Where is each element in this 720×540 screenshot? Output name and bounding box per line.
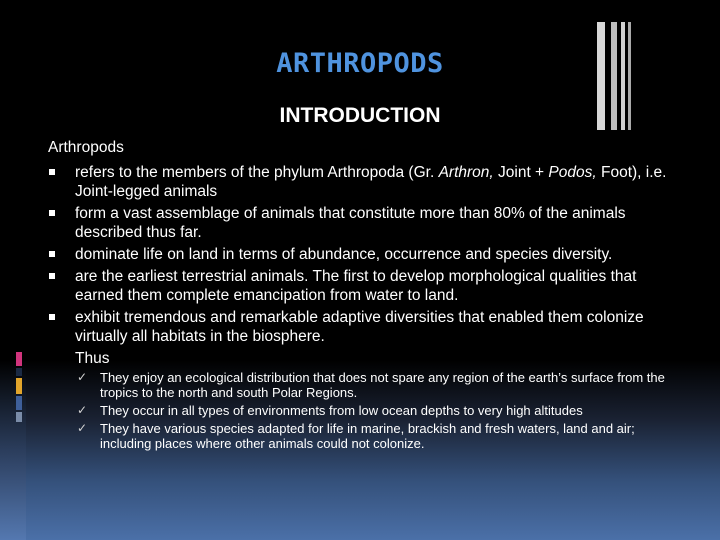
sub-bullet-item bbox=[75, 421, 684, 451]
sub-bullet-item bbox=[75, 370, 684, 400]
decorative-bar bbox=[16, 352, 22, 366]
bullet-item bbox=[48, 267, 684, 305]
decorative-bar bbox=[16, 378, 22, 394]
sub-bullet-text: They have various species adapted for life in marine, brackish and fresh waters, land and air; including places where other animals could not colonize. bbox=[100, 421, 635, 451]
bullet-item bbox=[48, 245, 684, 264]
slide-subtitle: INTRODUCTION bbox=[279, 104, 441, 127]
bullet-text: are the earliest terrestrial animals. The first to develop morphological qualities that earned them complete emancipation from water to land. bbox=[75, 268, 637, 304]
decorative-bar bbox=[16, 412, 22, 422]
slide-title: ARTHROPODS bbox=[276, 48, 444, 79]
square-bullet-icon bbox=[49, 251, 55, 257]
square-bullet-icon bbox=[49, 314, 55, 320]
bullet-text: refers to the members of the phylum Arthropoda (Gr. Arthron, Joint + Podos, Foot), i.e. Joint-legged animals bbox=[75, 164, 667, 200]
square-bullet-icon bbox=[49, 210, 55, 216]
checkmark-icon: ✓ bbox=[77, 370, 88, 384]
checkmark-icon: ✓ bbox=[77, 421, 88, 435]
bullet-text: dominate life on land in terms of abundance, occurrence and species diversity. bbox=[75, 246, 613, 263]
thus-label: Thus bbox=[75, 350, 110, 367]
bullet-item bbox=[48, 308, 684, 346]
slide-body bbox=[48, 138, 684, 454]
sub-bullet-list bbox=[48, 370, 684, 451]
bullet-text: form a vast assemblage of animals that constitute more than 80% of the animals described thus far. bbox=[75, 205, 626, 241]
sub-bullet-text: They enjoy an ecological distribution that does not spare any region of the earth’s surface from the tropics to the north and south Polar Regions. bbox=[100, 370, 665, 400]
sub-bullet-item bbox=[75, 403, 684, 418]
bullet-text: exhibit tremendous and remarkable adaptive diversities that enabled them colonize virtually all habitats in the biosphere. bbox=[75, 309, 644, 345]
lead-text: Arthropods bbox=[48, 139, 124, 156]
left-decorative-strip bbox=[0, 0, 26, 540]
checkmark-icon: ✓ bbox=[77, 403, 88, 417]
decorative-bar bbox=[16, 368, 22, 376]
decorative-bar bbox=[16, 396, 22, 410]
bullet-list bbox=[48, 163, 684, 346]
bullet-item bbox=[48, 163, 684, 201]
square-bullet-icon bbox=[49, 169, 55, 175]
square-bullet-icon bbox=[49, 273, 55, 279]
bullet-item bbox=[48, 204, 684, 242]
sub-bullet-text: They occur in all types of environments from low ocean depths to very high altitudes bbox=[100, 403, 583, 418]
